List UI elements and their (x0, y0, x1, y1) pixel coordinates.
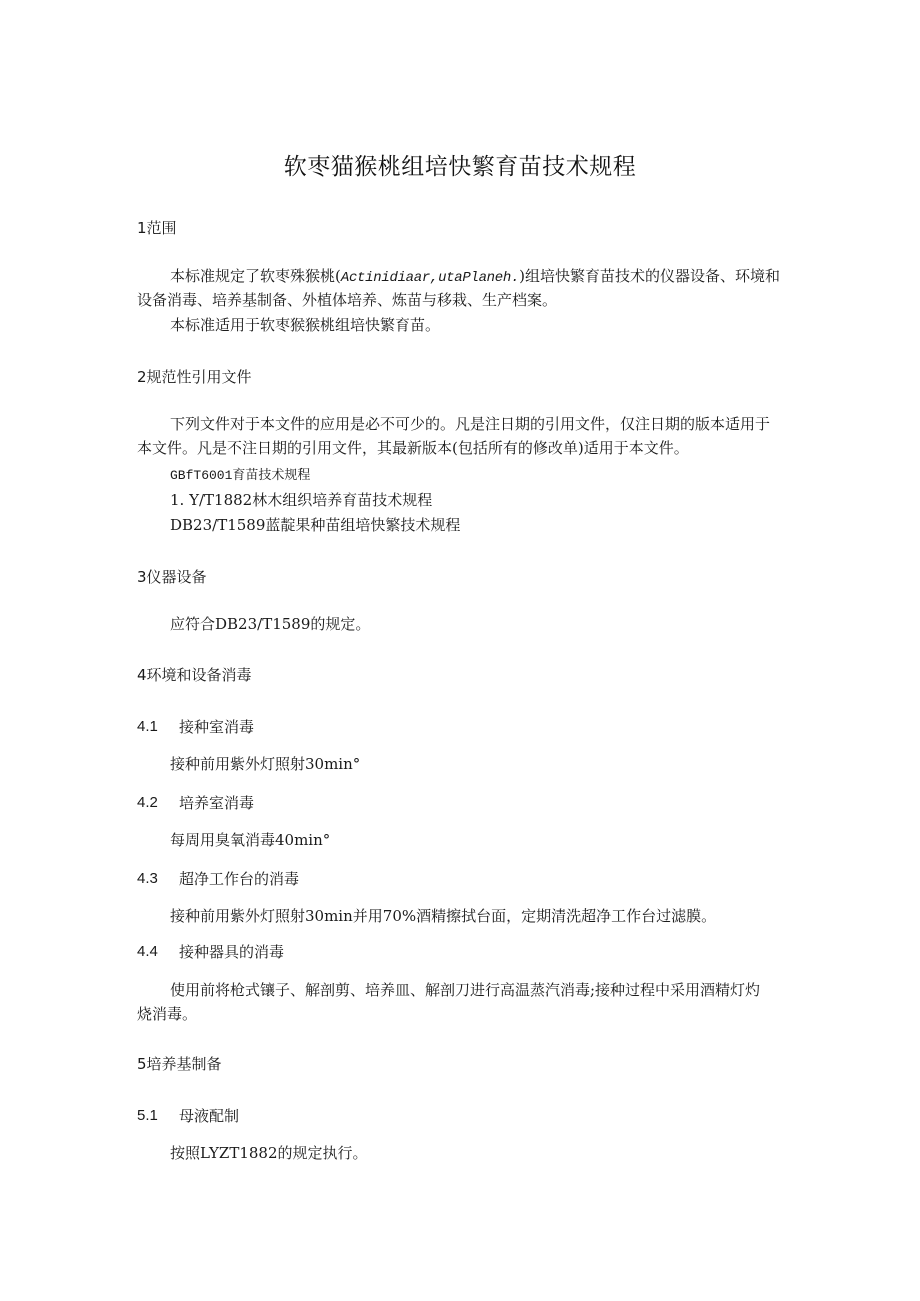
section-1-para-1-line-1 (170, 266, 780, 288)
section-1-para-1-text-a: 本标准规定了软枣殊猴桃( (170, 267, 341, 285)
subsection-4-4-body-line-1: 使用前将枪式镶子、解剖剪、培养皿、解剖刀进行高温蒸汽消毒;接种过程中采用酒精灯灼 (170, 981, 761, 999)
section-5-heading: 5培养基制备 (137, 1055, 222, 1073)
section-1-heading: 1范围 (137, 219, 177, 237)
section-3-para-1: 应符合DB23/T1589的规定。 (170, 615, 371, 633)
subsection-4-3-body: 接种前用紫外灯照射30min并用70%酒精擦拭台面，定期清洗超净工作台过滤膜。 (170, 907, 717, 925)
subsection-4-4-title: 接种器具的消毒 (179, 943, 285, 961)
reference-item-1: GBfT6001育苗技术规程 (170, 468, 311, 483)
section-2-para-1-line-2: 本文件。凡是不注日期的引用文件，其最新版本(包括所有的修改单)适用于本文件。 (137, 439, 689, 457)
subsection-4-3-title: 超净工作台的消毒 (179, 870, 300, 888)
section-2-para-1-line-1: 下列文件对于本文件的应用是必不可少的。凡是注日期的引用文件，仅注日期的版本适用于 (170, 415, 771, 433)
section-1-para-2: 本标准适用于软枣猴猴桃组培快繁育苗。 (170, 316, 441, 334)
subsection-5-1-body: 按照LYZT1882的规定执行。 (170, 1144, 368, 1162)
document-title: 软枣猫猴桃组培快繁育苗技术规程 (283, 154, 637, 180)
section-2-heading: 2规范性引用文件 (137, 368, 252, 386)
reference-item-2: 1. Y/T1882林木组织培养育苗技术规程 (170, 491, 433, 509)
subsection-4-4-number: 4.4 (137, 943, 158, 960)
subsection-4-1-number: 4.1 (137, 718, 158, 735)
subsection-4-1-body: 接种前用紫外灯照射30min° (170, 755, 361, 773)
reference-item-3: DB23/T1589蓝靛果种苗组培快繁技术规程 (170, 516, 461, 534)
section-3-heading: 3仪器设备 (137, 568, 207, 586)
subsection-4-4-body-line-2: 烧消毒。 (137, 1005, 198, 1023)
subsection-4-2-number: 4.2 (137, 794, 158, 811)
subsection-4-2-body: 每周用臭氧消毒40min° (170, 831, 331, 849)
subsection-4-1-title: 接种室消毒 (179, 718, 255, 736)
section-1-para-1-text-b: )组培快繁育苗技术的仪器设备、环境和 (519, 267, 780, 285)
subsection-4-2-title: 培养室消毒 (179, 794, 255, 812)
section-1-para-1-line-2: 设备消毒、培养基制备、外植体培养、炼苗与移栽、生产档案。 (137, 291, 558, 309)
subsection-5-1-number: 5.1 (137, 1107, 158, 1124)
section-4-heading: 4环境和设备消毒 (137, 666, 252, 684)
subsection-4-3-number: 4.3 (137, 870, 158, 887)
subsection-5-1-title: 母液配制 (179, 1107, 240, 1125)
species-latin-name: Actinidiaar,utaPlaneh. (340, 270, 520, 286)
